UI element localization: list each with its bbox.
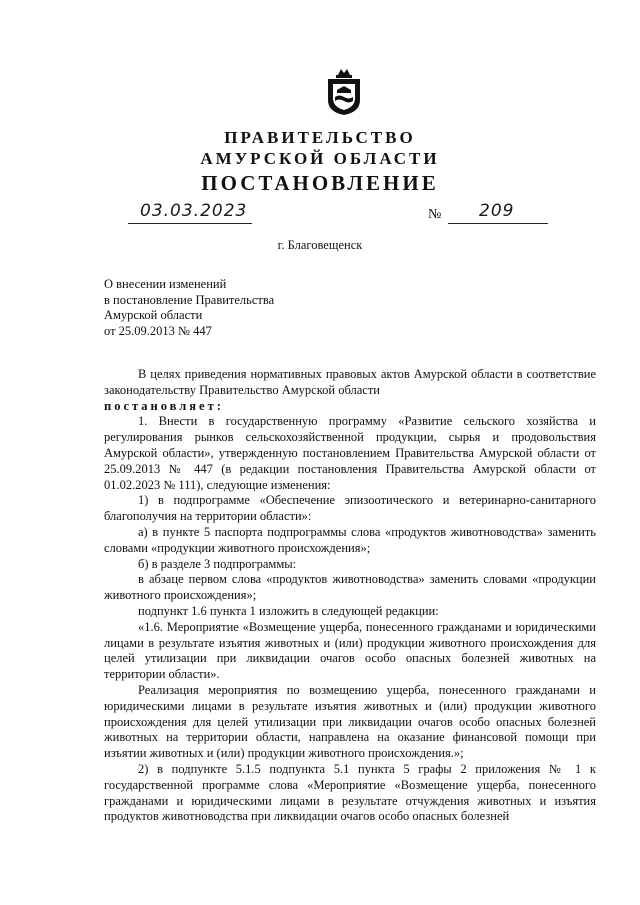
subject-line: Амурской области: [104, 308, 203, 322]
government-name-line-1: ПРАВИТЕЛЬСТВО: [224, 128, 416, 147]
body-paragraph: а) в пункте 5 паспорта подпрограммы слова «продуктов животноводства» заменить словами «продукции животного происхождения»;: [104, 524, 596, 555]
government-name-line-2: АМУРСКОЙ ОБЛАСТИ: [200, 149, 440, 168]
document-type-title: ПОСТАНОВЛЕНИЕ: [201, 171, 439, 195]
document-body: [104, 367, 596, 825]
number-underline: [448, 223, 548, 224]
date-underline: [128, 223, 252, 224]
number-label: №: [428, 207, 442, 222]
body-paragraph: Реализация мероприятия по возмещению ущерба, понесенного гражданами и юридическими лицами в результате изъятия животных и (или) продукции животного происхождения для целей утилизации при ликвидации очагов особо опасных болезней животных на территории области, направлена на оказание финансовой помощи при изъятии животных и (или) продукции животного происхождения.»;: [104, 682, 596, 761]
subject-line: О внесении изменений: [104, 277, 227, 291]
body-paragraph: 1. Внести в государственную программу «Развитие сельского хозяйства и регулирования рынков сельскохозяйственной продукции, сырья и продовольствия Амурской области», утвержденную постановлением Правительства Амурской области от 25.09.2013 № 447 (в редакции постановления Правительства Амурской области от 01.02.2023 № 111), следующие изменения:: [104, 414, 596, 492]
body-paragraph: подпункт 1.6 пункта 1 изложить в следующей редакции:: [138, 603, 439, 618]
body-paragraph: «1.6. Мероприятие «Возмещение ущерба, понесенного гражданами и юридическими лицами в результате изъятия животных и (или) продукции животного происхождения для целей утилизации при ликвидации очагов особо опасных болезней животных на территории области».: [104, 619, 596, 682]
city-line: г. Благовещенск: [277, 238, 363, 252]
intro-paragraph: В целях приведения нормативных правовых актов Амурской области в соответствие законодательству Правительство Амурской области: [104, 367, 596, 397]
handwritten-date: 03.03.2023: [140, 201, 248, 221]
body-paragraph: б) в разделе 3 подпрограммы:: [138, 556, 297, 571]
subject-line: от 25.09.2013 № 447: [104, 323, 212, 338]
amur-coat-of-arms-icon: [324, 66, 364, 116]
body-paragraph: 2) в подпункте 5.1.5 подпункта 5.1 пункта 5 графы 2 приложения № 1 к государственной программе слова «Мероприятие «Возмещение ущерба, понесенного гражданами и юридическими лицами в результате отчуждения животных и изъятия продуктов животноводства при ликвидации очагов особо опасных болезней: [104, 761, 596, 824]
document-subject: [104, 277, 274, 339]
body-paragraph: в абзаце первом слова «продуктов животноводства» заменить словами «продукции животного происхождения»;: [104, 572, 596, 603]
resolves-heading: [104, 399, 596, 415]
subject-line: в постановление Правительства: [104, 292, 275, 307]
body-paragraph: 1) в подпрограмме «Обеспечение эпизоотического и ветеринарно-санитарного благополучия на территории области»:: [104, 493, 596, 524]
handwritten-number: 209: [479, 201, 515, 221]
resolves-word: постановляет:: [104, 398, 224, 413]
